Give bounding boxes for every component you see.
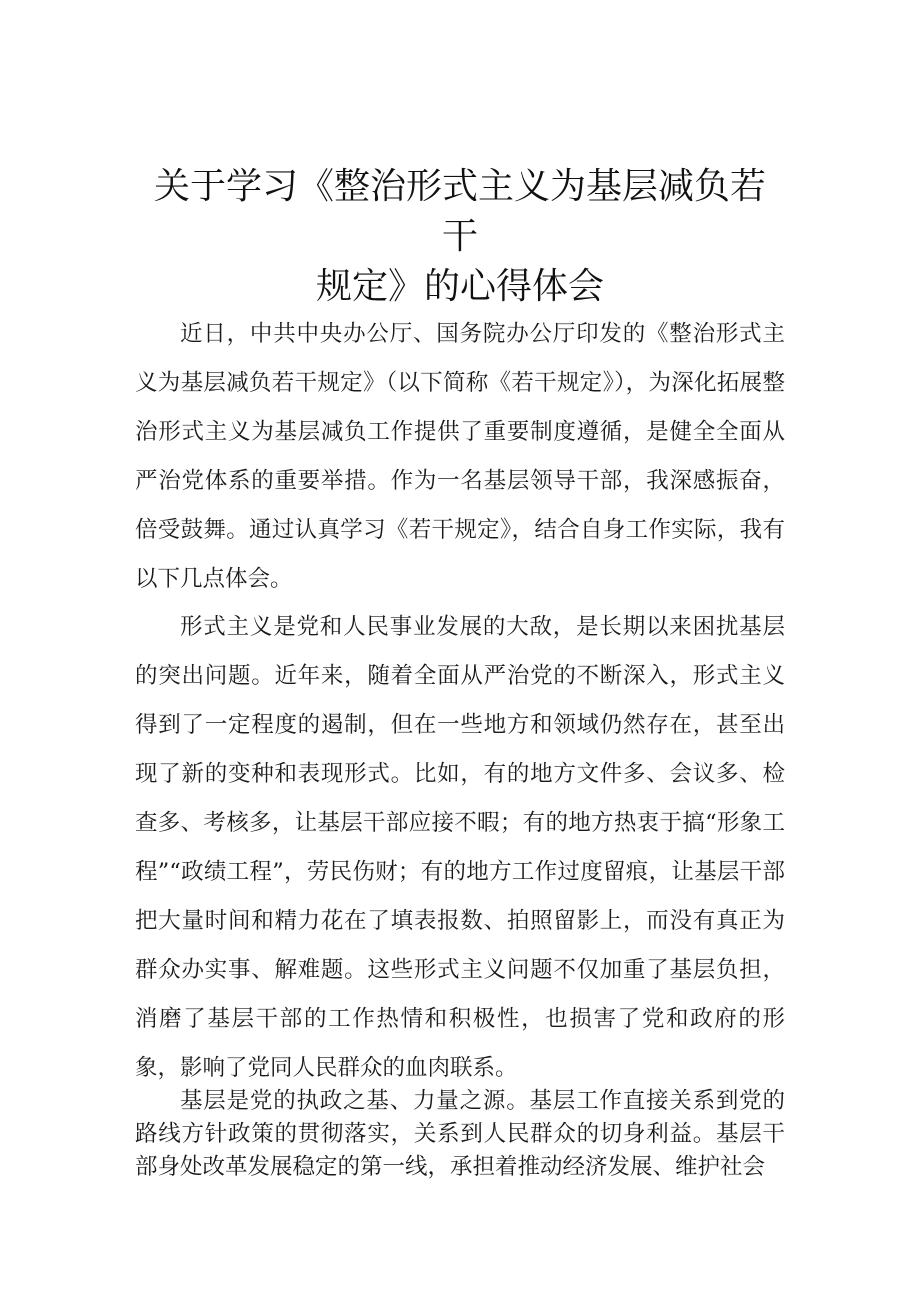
paragraph-3-block [135,1085,785,1184]
paragraph-1-block [135,310,785,604]
paragraph-2-block [135,603,785,1093]
paragraph-2: 形式主义是党和人民事业发展的大敌，是长期以来困扰基层的突出问题。近年来，随着全面从严治党的不断深入，形式主义得到了一定程度的遏制，但在一些地方和领域仍然存在，甚至出现了新的变种和表现形式。比如，有的地方文件多、会议多、检查多、考核多，让基层干部应接不暇；有的地方热衷于搞“形象工程”“政绩工程”，劳民伤财；有的地方工作过度留痕，让基层干部把大量时间和精力花在了填表报数、拍照留影上，而没有真正为群众办实事、解难题。这些形式主义问题不仅加重了基层负担，消磨了基层干部的工作热情和积极性，也损害了党和政府的形象，影响了党同人民群众的血肉联系。 [135,614,785,1081]
document-title [140,162,780,312]
title-line-1: 关于学习《整治形式主义为基层减负若干 [153,166,766,257]
paragraph-1: 近日，中共中央办公厅、国务院办公厅印发的《整治形式主义为基层减负若干规定》（以下简称《若干规定》），为深化拓展整治形式主义为基层减负工作提供了重要制度遵循，是健全全面从严治党体系的重要举措。作为一名基层领导干部，我深感振奋，倍受鼓舞。通过认真学习《若干规定》，结合自身工作实际，我有以下几点体会。 [135,321,785,592]
title-line-2: 规定》的心得体会 [315,266,604,307]
paragraph-3: 基层是党的执政之基、力量之源。基层工作直接关系到党的路线方针政策的贯彻落实，关系到人民群众的切身利益。基层干部身处改革发展稳定的第一线，承担着推动经济发展、维护社会 [135,1088,785,1180]
